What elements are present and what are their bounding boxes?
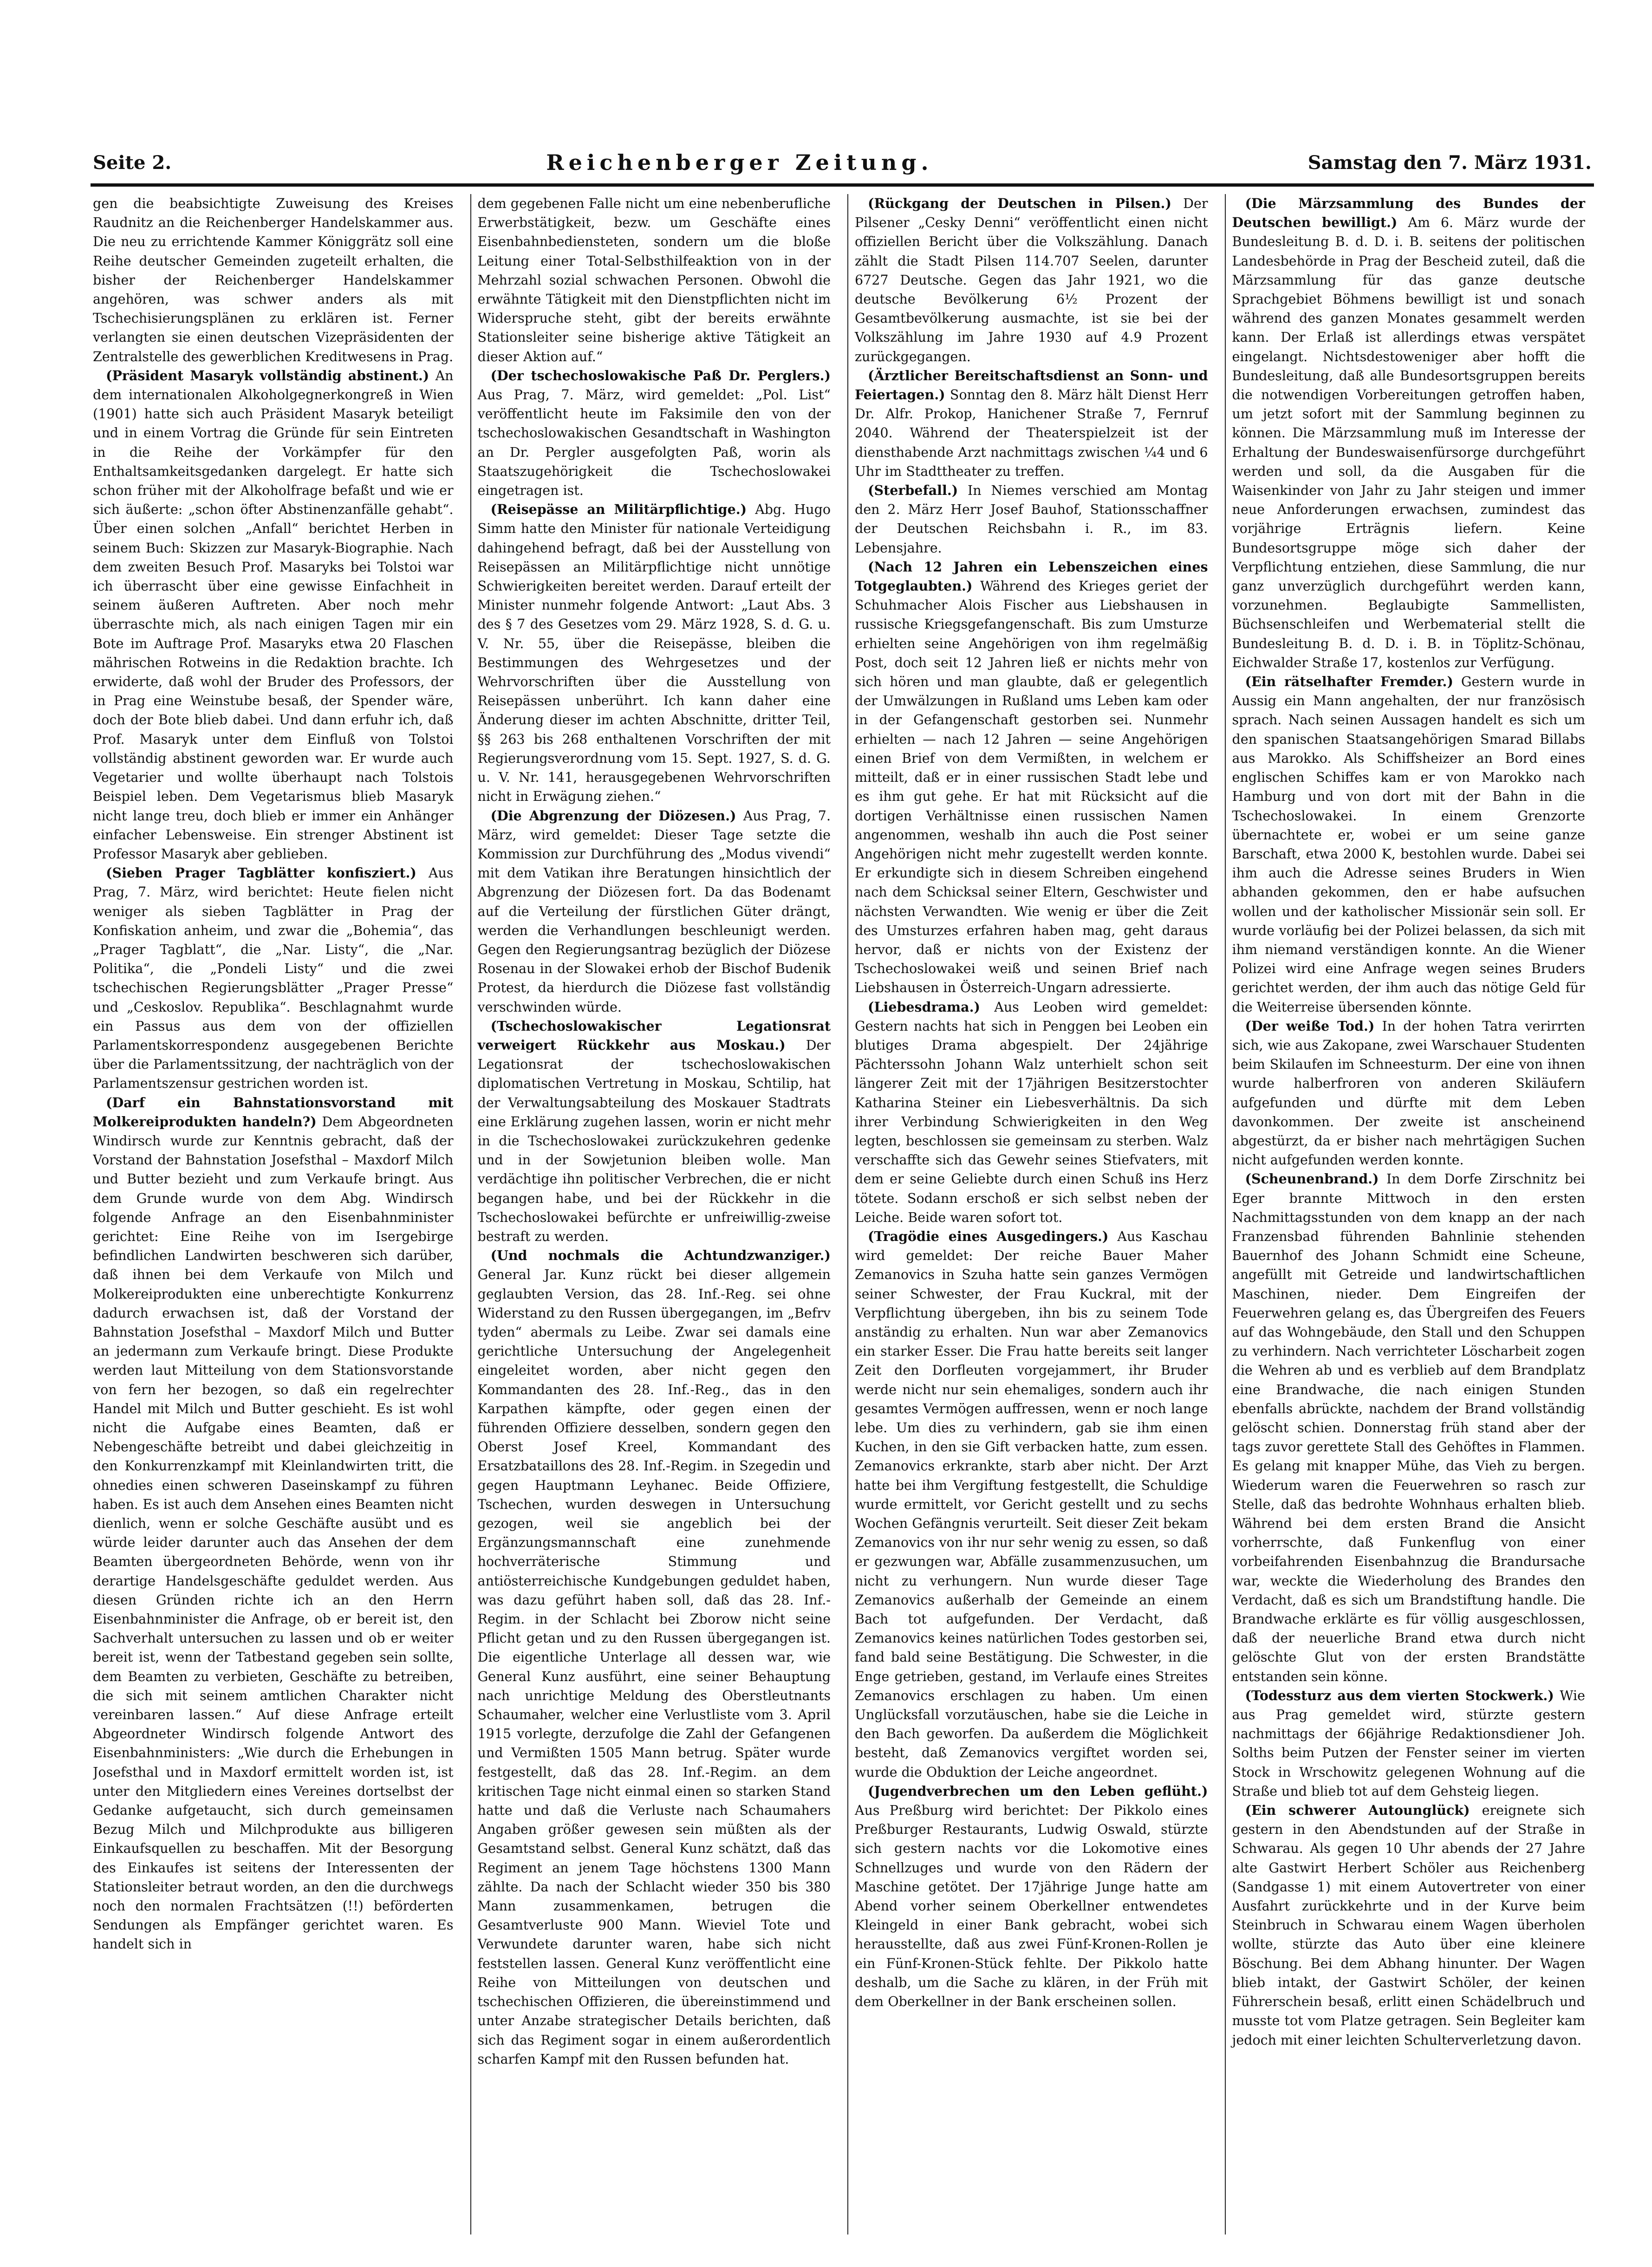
article-text: Gestern wurde in Aussig ein Mann angehalten, der nur französisch sprach. Nach seinen Aussagen handelt es sich um den spanischen Staatsangehörigen Smarad Billabs aus Marokko. Als Schiffsheizer an Bord eines englischen Schiffes kam er von Marokko nach Hamburg und von dort mit der Bahn in die Tschechoslowakei. In einem Grenzorte übernachtete er, wobei er um seine ganze Barschaft, etwa 2000 K, bestohlen wurde. Dabei sei ihm auch die Adresse seines Bruders in Wien abhanden gekommen, den er habe aufsuchen wollen und der katholischer Missionär sein soll. Er wurde vorläufig bei der Polizei belassen, da sich mit ihm niemand verständigen konnte. An die Wiener Polizei wird eine Anfrage wegen seines Bruders gerichtet werden, der ihm auch das nötige Geld für die Weiterreise übersenden könnte. bbox=[1232, 674, 1585, 1015]
article bbox=[1232, 1017, 1586, 1170]
article-headline: (Rückgang der Deutschen in Pilsen.) bbox=[868, 195, 1171, 211]
article-text: Aus Preßburg wird berichtet: Der Pikkolo eines Preßburger Restaurants, Ludwig Oswald, stürzte sich gestern nachts vor die Lokomotive eines Schnellzuges und wurde von den Rädern der Maschine getötet. Der 17jährige Junge hatte am Abend vorher seinem Oberkellner entwendetes Kleingeld in einer Bank gebracht, wobei sich herausstellte, daß aus zwei Fünf-Kronen-Rollen je ein Fünf-Kronen-Stück fehlte. Der Pikkolo hatte deshalb, um die Sache zu klären, in der Früh mit dem Oberkellner in der Bank erscheinen sollen. bbox=[855, 1803, 1208, 2010]
article-text: ereignete sich gestern in den Abendstunden auf der Straße in Schwarau. Als gegen 10 Uhr abends der 27 Jahre alte Gastwirt Herbert Schöler aus Reichenberg (Sandgasse 1) mit einem Autovertreter von einer Ausfahrt zurückkehrte und in der Kurve beim Steinbruch in Schwarau einem Wagen überholen wollte, stürzte das Auto über eine kleinere Böschung. Bei dem Abhang hinunter. Der Wagen blieb intakt, der Gastwirt Schöler, der keinen Führerschein besaß, erlitt einen Schädelbruch und musste tot vom Platze getragen. Sein Begleiter kam jedoch mit einer leichten Schulterverletzung davon. bbox=[1232, 1803, 1585, 2048]
article bbox=[855, 558, 1208, 998]
article bbox=[1232, 1801, 1586, 2050]
article bbox=[93, 1093, 454, 1954]
article bbox=[855, 481, 1208, 558]
article-text: Aus Prag, 7. März, wird gemeldet: Dieser Tage setzte die Kommission zur Durchführung des „Modus vivendi“ mit dem Vatikan ihre Beratungen hinsichtlich der Abgrenzung der Diözesen fort. Da das Bodenamt auf die Verteilung der fürstlichen Güter drängt, werden die Verhandlungen beschleunigt werden. Gegen den Regierungsantrag bezüglich der Diözese Rosenau in der Slowakei erhob der Bischof Budenik Protest, da hierdurch die Diözese fast vollständig verschwinden würde. bbox=[477, 808, 831, 1015]
page-header bbox=[93, 146, 1592, 179]
article-text: dem gegebenen Falle nicht um eine nebenberufliche Erwerbstätigkeit, bezw. um Geschäfte eines Eisenbahnbediensteten, sondern um die bloße Leitung einer Total-Selbsthilfeaktion von in der Mehrzahl sozial schwachen Personen. Obwohl die erwähnte Tätigkeit mit den Dienstpflichten nicht im Widerspruche steht, gibt der bereits erwähnte Stationsleiter seine bisherige aktive Tätigkeit an dieser Aktion auf.“ bbox=[477, 196, 831, 364]
article bbox=[855, 194, 1208, 366]
article bbox=[1232, 1686, 1586, 1801]
article-headline: (Nach 12 Jahren ein Lebenszeichen eines Totgeglaubten.) bbox=[855, 559, 1208, 594]
article-text: Abg. Hugo Simm hatte den Minister für nationale Verteidigung dahingehend befragt, daß bei der Ausstellung von Reisepässen an Militärpflichtige nicht unnötige Schwierigkeiten bereitet werden. Darauf erteilt der Minister nunmehr folgende Antwort: „Laut Abs. 3 des § 7 des Gesetzes vom 29. März 1928, S. d. G. u. V. Nr. 55, über die Reisepässe, bleiben die Bestimmungen des Wehrgesetzes und der Wehrvorschriften über die Ausstellung von Reisepässen unberührt. Ich kann daher eine Änderung dieser im achten Abschnitte, dritter Teil, §§ 263 bis 268 enthaltenen Vorschriften der mit Regierungsverordnung vom 15. Sept. 1927, S. d. G. u. V. Nr. 141, herausgegebenen Wehrvorschriften nicht in Erwägung ziehen.“ bbox=[477, 502, 831, 805]
article-text: In der hohen Tatra verirrten sich, wie aus Zakopane, zwei Warschauer Studenten beim Skilaufen im Schneesturm. Der eine von ihnen wurde halberfroren von anderen Skiläufern aufgefunden und dürfte mit dem Leben davonkommen. Der zweite ist anscheinend abgestürzt, da er bisher nach mehrtägigen Suchen nicht aufgefunden werden konnte. bbox=[1232, 1018, 1585, 1168]
article-headline: (Sterbefall.) bbox=[868, 482, 958, 499]
article-headline: (Der weiße Tod.) bbox=[1245, 1018, 1375, 1034]
article bbox=[1232, 1169, 1586, 1686]
column-1 bbox=[93, 194, 460, 2235]
header-rule bbox=[91, 183, 1594, 187]
newspaper-title: Reichenberger Zeitung. bbox=[546, 150, 933, 175]
column-4 bbox=[1225, 194, 1592, 2235]
article bbox=[855, 998, 1208, 1227]
article bbox=[478, 1017, 831, 1246]
article-headline: (Der tschechoslowakische Paß Dr. Perglers.) bbox=[490, 367, 831, 383]
article-text: Dem Abgeordneten Windirsch wurde zur Kenntnis gebracht, daß der Vorstand der Bahnstation Josefsthal – Maxdorf Milch und Butter bezieht und zum Verkaufe bringt. Aus dem Grunde wurde von dem Abg. Windirsch folgende Anfrage an den Eisenbahnminister gerichtet: Eine Reihe von im Isergebirge befindlichen Landwirten beschweren sich darüber, daß ihnen bei dem Verkaufe von Milch und Molkereiprodukten eine unberechtigte Konkurrenz dadurch erwachsen ist, daß der Vorstand der Bahnstation Josefsthal – Maxdorf Milch und Butter an jedermann zum Verkaufe bringt. Diese Produkte werden laut Mitteilung von dem Stationsvorstande von fern her bezogen, so daß ein regelrechter Handel mit Milch und Butter geschieht. Es ist wohl nicht die Aufgabe eines Beamten, daß er Nebengeschäfte betreibt und dabei gleichzeitig in den Konkurrenzkampf mit Kleinlandwirten tritt, die ohnedies einen schweren Daseinskampf zu führen haben. Es ist auch dem Ansehen eines Beamten nicht dienlich, wenn er solche Geschäfte ausübt und es würde leider darunter auch das Ansehen der dem Beamten übergeordneten Behörde, wenn von ihr derartige Handelsgeschäfte geduldet werden. Aus diesen Gründen richte ich an den Herrn Eisenbahnminister die Anfrage, ob er bereit ist, den Sachverhalt untersuchen zu lassen und ob er weiter bereit ist, wenn der Tatbestand gegeben sein sollte, dem Beamten zu verbieten, Geschäfte zu betreiben, die sich mit seinem amtlichen Charakter nicht vereinbaren lassen.“ Auf diese Anfrage erteilt Abgeordneter Windirsch folgende Antwort des Eisenbahnministers: „Wie durch die Erhebungen in Josefsthal und in Maxdorf ermittelt worden ist, ist unter den Mitgliedern eines Vereines dortselbst der Gedanke aufgetaucht, sich durch gemeinsamen Bezug Milch und Milchprodukte aus billigeren Einkaufsquellen zu beschaffen. Mit der Besorgung des Einkaufes ist seitens der Interessenten der Stationsleiter betraut worden, an den die durchwegs noch den normalen Frachtsätzen (!!) beförderten Sendungen als Empfänger gerichtet waren. Es handelt sich in bbox=[93, 1114, 454, 1952]
article bbox=[478, 806, 831, 1017]
issue-date: Samstag den 7. März 1931. bbox=[1307, 151, 1592, 174]
article-text: An dem internationalen Alkoholgegnerkongreß in Wien (1901) hatte sich auch Präsident Masaryk beteiligt und in einem Vortrag die Gründe für sein Eintreten in die Reihe der Vorkämpfer für den Enthaltsamkeitsgedanken dargelegt. Er hatte sich schon früher mit der Alkoholfrage befaßt und wie er sich äußerte: „schon öfter Abstinenzanfälle gehabt“. Über einen solchen „Anfall“ berichtet Herben in seinem Buch: Skizzen zur Masaryk-Biographie. Nach dem zweiten Besuch Prof. Masaryks bei Tolstoi war ich überrascht über eine gewisse Einfachheit in seinem äußeren Auftreten. Aber noch mehr überraschte mich, als nach einigen Tagen mir ein Bote im Auftrage Prof. Masaryks etwa 20 Flaschen mährischen Rotweins in die Redaktion brachte. Ich erwiderte, daß wohl der Bruder des Professors, der in Prag eine Weinstube besaß, der Spender wäre, doch der Bote blieb dabei. Und dann erfuhr ich, daß Prof. Masaryk unter dem Einfluß von Tolstoi vollständig abstinent geworden war. Er wurde auch Vegetarier und wollte überhaupt nach Tolstois Beispiel leben. Dem Vegetarismus blieb Masaryk nicht lange treu, doch blieb er immer ein Anhänger einfacher Lebensweise. Ein strenger Abstinent ist Professor Masaryk aber geblieben. bbox=[93, 368, 454, 862]
article bbox=[93, 366, 454, 864]
article-headline: (Liebesdrama.) bbox=[868, 999, 981, 1015]
article-text: gen die beabsichtigte Zuweisung des Kreises Raudnitz an die Reichenberger Handelskammer aus. Die neu zu errichtende Kammer Königgrätz soll eine Reihe deutscher Gemeinden zugeteilt erhalten, die bisher der Reichenberger Handelskammer angehören, was schwer anders als mit Tschechisierungsplänen zu erklären ist. Ferner verlangten sie einen deutschen Vizepräsidenten der Zentralstelle des gewerblichen Kreditwesens in Prag. bbox=[93, 196, 454, 364]
article-text: In Niemes verschied am Montag den 2. März Herr Josef Bauhof, Stationsschaffner der Deutschen Reichsbahn i. R., im 83. Lebensjahre. bbox=[855, 483, 1208, 556]
article-text: Der Legationsrat der tschechoslowakischen diplomatischen Vertretung in Moskau, Schtilip, hat der Verwaltungsabteilung des Moskauer Stadtrats eine Erklärung zugehen lassen, worin er nicht mehr in die Tschechoslowakei zurückzukehren gedenke und in der Sowjetunion bleiben wolle. Man verdächtige ihn politischer Verbrechen, die er nicht begangen habe, und bei der Rückkehr in die Tschechoslowakei befürchte er unfreiwillig-zweise bestraft zu werden. bbox=[477, 1037, 831, 1244]
article bbox=[1232, 194, 1586, 672]
article-headline: (Die Abgrenzung der Diözesen.) bbox=[490, 807, 736, 824]
article bbox=[478, 194, 831, 366]
article bbox=[478, 366, 831, 500]
article bbox=[478, 1246, 831, 2069]
article-headline: (Jugendverbrechen um den Leben geflüht.) bbox=[868, 1783, 1208, 1799]
article-text: Aus Leoben wird gemeldet: Gestern nachts hat sich in Penggen bei Leoben ein blutiges Drama abgespielt. Der 24jährige Pächterssohn Johann Walz unterhielt schon seit längerer Zeit mit der 17jährigen Besitzerstochter Katharina Steiner ein Liebesverhältnis. Da sich ihrer Verbindung Schwierigkeiten in den Weg legten, beschlossen sie gemeinsam zu sterben. Walz verschaffte sich das Gewehr seines Stiefvaters, mit dem er seine Geliebte durch einen Schuß ins Herz tötete. Sodann erschoß er sich selbst neben der Leiche. Beide waren sofort tot. bbox=[855, 999, 1208, 1225]
article-text: In dem Dorfe Zirschnitz bei Eger brannte Mittwoch in den ersten Nachmittagsstunden von dem knapp an der nach Franzensbad führenden Bahnlinie stehenden Bauernhof des Johann Schmidt eine Scheune, angefüllt mit Getreide und landwirtschaftlichen Maschinen, nieder. Dem Eingreifen der Feuerwehren gelang es, das Übergreifen des Feuers auf das Wohngebäude, den Stall und den Schuppen zu verhindern. Nach verrichteter Löscharbeit zogen die Wehren ab und es verblieb auf dem Brandplatz eine Brandwache, die nach einigen Stunden ebenfalls abrückte, nachdem der Brand vollständig gelöscht schien. Donnerstag früh stand aber der tags zuvor gerettete Stall des Gehöftes in Flammen. Es gelang mit knapper Mühe, das Vieh zu bergen. Wiederum waren die Feuerwehren so rasch zur Stelle, daß das bedrohte Wohnhaus erhalten blieb. Während bei dem ersten Brand die Ansicht vorherrschte, daß Funkenflug von einer vorbeifahrenden Eisenbahnzug die Brandursache war, weckte die Wiederholung des Brandes den Verdacht, daß es sich um Brandstiftung handle. Die Brandwache erklärte es für völlig ausgeschlossen, daß der neuerliche Brand etwa durch nicht gelöschte Glut von der ersten Brandstätte entstanden sein könne. bbox=[1232, 1171, 1585, 1684]
article-headline: (Todessturz aus dem vierten Stockwerk.) bbox=[1245, 1687, 1554, 1703]
article-headline: (Tragödie eines Ausgedingers.) bbox=[868, 1228, 1109, 1244]
article-text: Aus Prag, 7. März, wird berichtet: Heute fielen nicht weniger als sieben Tagblätter in Prag der Konfiskation anheim, und zwar die „Bohemia“, das „Prager Tagblatt“, die „Nar. Listy“, die „Nar. Politika“, die „Pondeli Listy“ und die zwei tschechischen Regierungsblätter „Prager Presse“ und „Ceskoslov. Republika“. Beschlagnahmt wurde ein Passus aus dem von der offiziellen Parlamentskorrespondenz ausgegebenen Berichte über die Parlamentssitzung, der nachträglich von der Parlamentszensur gestrichen worden ist. bbox=[93, 865, 454, 1091]
article-headline: (Tschechoslowakischer Legationsrat verweigert Rückkehr aus Moskau.) bbox=[477, 1018, 831, 1053]
article-headline: (Ärztlicher Bereitschaftsdienst an Sonn- und Feiertagen.) bbox=[855, 367, 1208, 403]
article-text: Sonntag den 8. März hält Dienst Herr Dr. Alfr. Prokop, Hanichener Straße 7, Fernruf 2040. Während der Theaterspielzeit ist der diensthabende Arzt nachmittags zwischen ¼4 und 6 Uhr im Stadttheater zu treffen. bbox=[855, 387, 1208, 479]
article bbox=[1232, 672, 1586, 1017]
article-text: Am 6. März wurde der Bundesleitung B. d. D. i. B. seitens der politischen Landesbehörde in Prag der Bescheid zuteil, daß die Märzsammlung für das ganze deutsche Sprachgebiet Böhmens bewilligt ist und sonach während des ganzen Monates gesammelt werden kann. Der Erlaß ist allerdings etwas verspätet eingelangt. Nichtsdestoweniger aber hofft die Bundesleitung, daß alle Bundesortsgruppen bereits die notwendigen Vorbereitungen getroffen haben, um jetzt sofort mit der Sammlung beginnen zu können. Die Märzsammlung muß im Interesse der Erhaltung der Bundeswaisenfürsorge durchgeführt werden und soll, da die Ausgaben für die Waisenkinder von Jahr zu Jahr steigen und immer neue Anforderungen erwachsen, zumindest das vorjährige Erträgnis liefern. Keine Bundesortsgruppe möge sich daher der Verpflichtung entziehen, diese Sammlung, die nur ganz unverzüglich durchgeführt werden kann, vorzunehmen. Beglaubigte Sammellisten, Büchsenschleifen und Werbematerial stellt die Bundesleitung B. d. D. i. B. in Töplitz-Schönau, Eichwalder Straße 17, kostenlos zur Verfügung. bbox=[1232, 215, 1585, 670]
article-headline: (Präsident Masaryk vollständig abstinent.) bbox=[106, 367, 429, 383]
article-headline: (Reisepässe an Militärpflichtige.) bbox=[490, 501, 747, 518]
article-text: Der Pilsener „Cesky Denni“ veröffentlicht einen nicht offiziellen Bericht über die Volkszählung. Danach zählt die Stadt Pilsen 114.707 Seelen, darunter 6727 Deutsche. Gegen das Jahr 1921, wo die deutsche Bevölkerung 6½ Prozent der Gesamtbevölkerung ausmachte, ist sie bei der Volkszählung im Jahre 1930 auf 4.9 Prozent zurückgegangen. bbox=[855, 196, 1208, 364]
article-text: Während des Krieges geriet der Schuhmacher Alois Fischer aus Liebshausen in russische Kriegsgefangenschaft. Bis zum Umsturze erhielten seine Angehörigen von ihm regelmäßig Post, doch seit 12 Jahren ließ er nichts mehr von sich hören und man glaubte, daß er gelegentlich der Umwälzungen in Rußland ums Leben kam oder in der Gefangenschaft gestorben sei. Nunmehr erhielten — nach 12 Jahren — seine Angehörigen einen Brief von dem Vermißten, in welchem er mitteilt, daß er in einer russischen Stadt lebe und es ihm gut gehe. Er hat mit Rücksicht auf die dortigen Verhältnisse einen russischen Namen angenommen, weshalb ihn auch die Post seiner Angehörigen nicht mehr zugestellt werden konnte. Er erkundigte sich in diesem Schreiben eingehend nach dem Schicksal seiner Eltern, Geschwister und nächsten Verwandten. Wie wenig er über die Zeit des Umsturzes erfahren haben mag, geht daraus hervor, daß er nichts von der Existenz der Tschechoslowakei weiß und seinen Brief nach Liebshausen in Österreich-Ungarn adressierte. bbox=[855, 578, 1208, 996]
article-headline: (Ein rätselhafter Fremder.) bbox=[1245, 674, 1453, 690]
article-headline: (Ein schwerer Autounglück) bbox=[1245, 1802, 1470, 1819]
article-headline: (Sieben Prager Tagblätter konfisziert.) bbox=[106, 865, 416, 881]
article bbox=[855, 366, 1208, 481]
column-3 bbox=[847, 194, 1215, 2235]
article-headline: (Scheunenbrand.) bbox=[1245, 1171, 1379, 1187]
article-text: General Jar. Kunz rückt bei dieser allgemein geglaubten Version, das 28. Inf.-Reg. sei ohne Widerstand zu den Russen übergegangen, im „Befrv tyden“ abermals zu Leibe. Zwar sei damals eine gerichtliche Untersuchung der Angelegenheit eingeleitet worden, aber nicht gegen den Kommandanten des 28. Inf.-Reg., das in den Karpathen kämpfte, oder gegen einen der führenden Offiziere desselben, sondern gegen den Oberst Josef Kreel, Kommandant des Ersatzbataillons des 28. Inf.-Regim. in Szegedin und gegen Hauptmann Leyhanec. Beide Offiziere, Tschechen, wurden deswegen in Untersuchung gezogen, weil sie angeblich bei der Ergänzungsmannschaft eine zunehmende hochverräterische Stimmung und antiösterreichische Kundgebungen geduldet haben, was dazu geführt haben soll, daß das 28. Inf.-Regim. in der Schlacht bei Zborow nicht seine Pflicht getan und zu den Russen übergegangen ist. Die eigentliche Unterlage all dessen war, wie General Kunz ausführt, eine seiner Behauptung nach unrichtige Meldung des Oberstleutnants Schaumaher, welcher eine Verlustliste vom 3. April 1915 vorlegte, derzufolge die Zahl der Gefangenen und Vermißten 1505 Mann betrug. Später wurde festgestellt, daß das 28. Inf.-Regim. an dem kritischen Tage nicht einmal einen so starken Stand hatte und daß die Verluste nach Schaumahers Angaben größer gewesen sein müßten als der Gesamtstand selbst. General Kunz schätzt, daß das Regiment an jenem Tage höchstens 1300 Mann zählte. Da nach der Schlacht wieder 350 bis 380 Mann zusammenkamen, betrugen die Gesamtverluste 900 Mann. Wieviel Tote und Verwundete darunter waren, habe sich nicht feststellen lassen. General Kunz veröffentlicht eine Reihe von Mitteilungen von deutschen und tschechischen Offizieren, die übereinstimmend und unter Anzabe strategischer Details berichten, daß sich das Regiment sogar in einem außerordentlich scharfen Kampf mit den Russen befunden hat. bbox=[477, 1267, 831, 2067]
article bbox=[93, 194, 454, 366]
article-headline: (Und nochmals die Achtundzwanziger.) bbox=[490, 1247, 831, 1264]
article bbox=[855, 1227, 1208, 1782]
article-text: Aus Kaschau wird gemeldet: Der reiche Bauer Maher Zemanovics in Szuha hatte sein ganzes Vermögen seiner Schwester, der Frau Kuckral, mit der Verpflichtung übergeben, ihn bis zu seinem Tode anständig zu erhalten. Nun war aber Zemanovics ein starker Esser. Die Frau hatte bereits seit langer Zeit den Dorfleuten vorgejammert, ihr Bruder werde nicht nur sein ehemaliges, sondern auch ihr gesamtes Vermögen auffressen, wenn er noch lange lebe. Um dies zu verhindern, gab sie ihm einen Kuchen, in den sie Gift verbacken hatte, zum essen. Zemanovics erkrankte, starb aber nicht. Der Arzt hatte bei ihm Vergiftung festgestellt, die Schuldige wurde ermittelt, vor Gericht gestellt und zu sechs Wochen Gefängnis verurteilt. Seit dieser Zeit bekam Zemanovics von ihr nur sehr wenig zu essen, so daß er gezwungen war, Abfälle zusammenzusuchen, um nicht zu verhungern. Nun wurde dieser Tage Zemanovics außerhalb der Gemeinde an einem Bach tot aufgefunden. Der Verdacht, daß Zemanovics keines natürlichen Todes gestorben sei, fand bald seine Bestätigung. Die Schwester, in die Enge getrieben, gestand, im Verlaufe eines Streites Zemanovics erschlagen zu haben. Um einen Unglücksfall vorzutäuschen, habe sie die Leiche in den Bach geworfen. Da außerdem die Möglichkeit besteht, daß Zemanovics vergiftet worden sei, wurde die Obduktion der Leiche angeordnet. bbox=[855, 1228, 1208, 1780]
page-number: Seite 2. bbox=[93, 151, 172, 174]
article-text: Aus Prag, 7. März, wird gemeldet: „Pol. List“ veröffentlicht heute im Faksimile den von der tschechoslowakischen Gesandtschaft in Washington an Dr. Pergler ausgefolgten Paß, worin als Staatszugehörigkeit die Tschechoslowakei eingetragen ist. bbox=[477, 387, 831, 499]
article bbox=[855, 1782, 1208, 2011]
article-columns bbox=[93, 194, 1592, 2235]
article bbox=[93, 864, 454, 1093]
article bbox=[478, 500, 831, 806]
column-2 bbox=[470, 194, 838, 2235]
article-text: Wie aus Prag gemeldet wird, stürzte gestern nachmittags der 66jährige Redaktionsdiener Joh. Solths beim Putzen der Fenster seiner im vierten Stock in Wrschowitz gelegenen Wohnung auf die Straße und blieb tot auf dem Gehsteig liegen. bbox=[1232, 1688, 1585, 1799]
article-headline: (Die Märzsammlung des Bundes der Deutschen bewilligt.) bbox=[1232, 195, 1585, 231]
article-headline: (Darf ein Bahnstationsvorstand mit Molkereiprodukten handeln?) bbox=[93, 1094, 454, 1130]
